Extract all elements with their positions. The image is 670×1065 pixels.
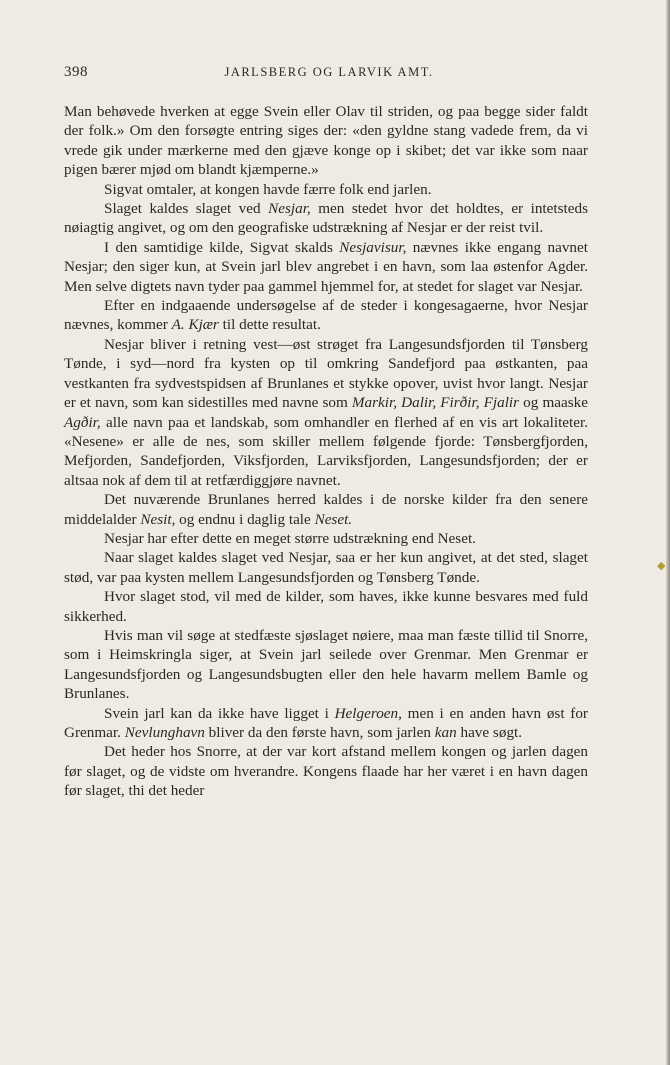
paragraph [64, 180, 588, 199]
paragraph [64, 587, 588, 626]
text-run: men i en anden havn øst for Grenmar. [64, 704, 588, 741]
text-run: Hvor slaget stod, vil med de kilder, som haves, ikke kunne besvares med fuld sikkerhed. [64, 588, 588, 625]
page-number: 398 [64, 64, 88, 80]
text-run: Nesjar bliver i retning vest—øst strøget fra Langesundsfjorden til Tønsberg Tønde, i syd—nord fra kysten op til omkring Sandefjord paa østkanten, paa vestkanten fra sydvestspidsen af Brunlanes et stykke opover, uvist hvor langt. Nesjar er et navn, som kan sidestilles med navne som [64, 335, 588, 412]
text-run: Naar slaget kaldes slaget ved Nesjar, saa er her kun angivet, at det sted, slaget stød, var paa kysten mellem Langesundsfjorden og Tønsberg Tønde. [64, 549, 588, 586]
text-run: alle navn paa et landskab, som omhandler en flerhed af en vis art lokaliteter. «Nesene» er alle de nes, som skiller mellem følgende fjorde: Tønsbergfjorden, Mefjorden, Sandefjorden, Viksfjorden, Larviksfjorden, Langesundsfjorden; der er altsaa nok af dem til at retfærdiggjøre navnet. [64, 413, 588, 489]
text-run: Slaget kaldes slaget ved [104, 200, 269, 218]
body-text [64, 102, 588, 801]
paragraph [64, 490, 588, 529]
text-run: og maaske [519, 394, 588, 412]
italic-text: Neset. [314, 510, 353, 528]
edge-mark-icon: ◆ [657, 560, 666, 572]
paragraph [64, 704, 588, 743]
text-run: Hvis man vil søge at stedfæste sjøslaget nøiere, maa man fæste tillid til Snorre, som i Heimskringla siger, at Svein jarl seilede over Grenmar. Men Grenmar er Langesundsfjorden og Langesundsbugten eller den hele havarm mellem Bamle og Brunlanes. [64, 626, 588, 703]
text-run: nævnes ikke engang navnet Nesjar; den siger kun, at Svein jarl blev angrebet i en havn, som laa østenfor Agder. Men selve digtets navn tyder paa gammel hjemmel for, at stedet for slaget var Nesjar. [64, 238, 588, 295]
text-run: Efter en indgaaende undersøgelse af de steder i kongesagaerne, hvor Nesjar nævnes, kommer [64, 297, 588, 334]
paragraph [64, 296, 588, 335]
text-run: I den samtidige kilde, Sigvat skalds [104, 238, 340, 256]
paragraph [64, 626, 588, 704]
italic-text: kan [434, 724, 457, 741]
page-edge [666, 0, 670, 1065]
paragraph [64, 742, 588, 800]
text-run: bliver da den første havn, som jarlen [204, 724, 435, 741]
paragraph [64, 548, 588, 587]
italic-text: Markir, Dalir, Firðir, Fjalir [351, 394, 520, 412]
text-run: og endnu i daglig tale [175, 510, 315, 528]
paragraph [64, 199, 588, 238]
running-title: JARLSBERG OG LARVIK AMT. [224, 65, 434, 79]
text-run: Sigvat omtaler, at kongen havde færre folk end jarlen. [104, 180, 432, 198]
text-run: Svein jarl kan da ikke have ligget i [104, 704, 335, 722]
italic-text: A. Kjær [171, 316, 219, 334]
text-run: have søgt. [456, 724, 523, 741]
paragraph [64, 238, 588, 296]
paragraph [64, 529, 588, 548]
italic-text: Nesjavisur, [339, 238, 407, 256]
text-run: Det nuværende Brunlanes herred kaldes i de norske kilder fra den senere middelalder [64, 491, 588, 528]
paragraph [64, 335, 588, 490]
italic-text: Nesit, [140, 510, 176, 528]
italic-text: Agðir, [64, 413, 101, 431]
text-run: Det heder hos Snorre, at der var kort afstand mellem kongen og jarlen dagen før slaget, og de vidste om hverandre. Kongens flaade har her været i en havn dagen før slaget, thi det heder [64, 743, 588, 800]
italic-text: Nesjar, [268, 200, 311, 218]
text-run: Man behøvede hverken at egge Svein eller Olav til striden, og paa begge sider faldt der folk.» Om den forsøgte entring siges der: «den gyldne stang vadede frem, da vi vrede gik under mærkerne med den gjæve konge op i skibet; det var ikke som naar pigen bærer mjød om blandt kjæmperne.» [64, 103, 588, 179]
paragraph [64, 102, 588, 180]
text-run: Nesjar har efter dette en meget større udstrækning end Neset. [104, 529, 476, 547]
text-run: men stedet hvor det holdtes, er intetsteds nøiagtig angivet, og om den geografiske udstrækning af Nesjar er der reist tvil. [64, 200, 588, 237]
text-run: til dette resultat. [218, 316, 321, 334]
page-header [64, 64, 594, 84]
italic-text: Helgeroen, [334, 704, 402, 722]
italic-text: Nevlunghavn [124, 724, 205, 741]
